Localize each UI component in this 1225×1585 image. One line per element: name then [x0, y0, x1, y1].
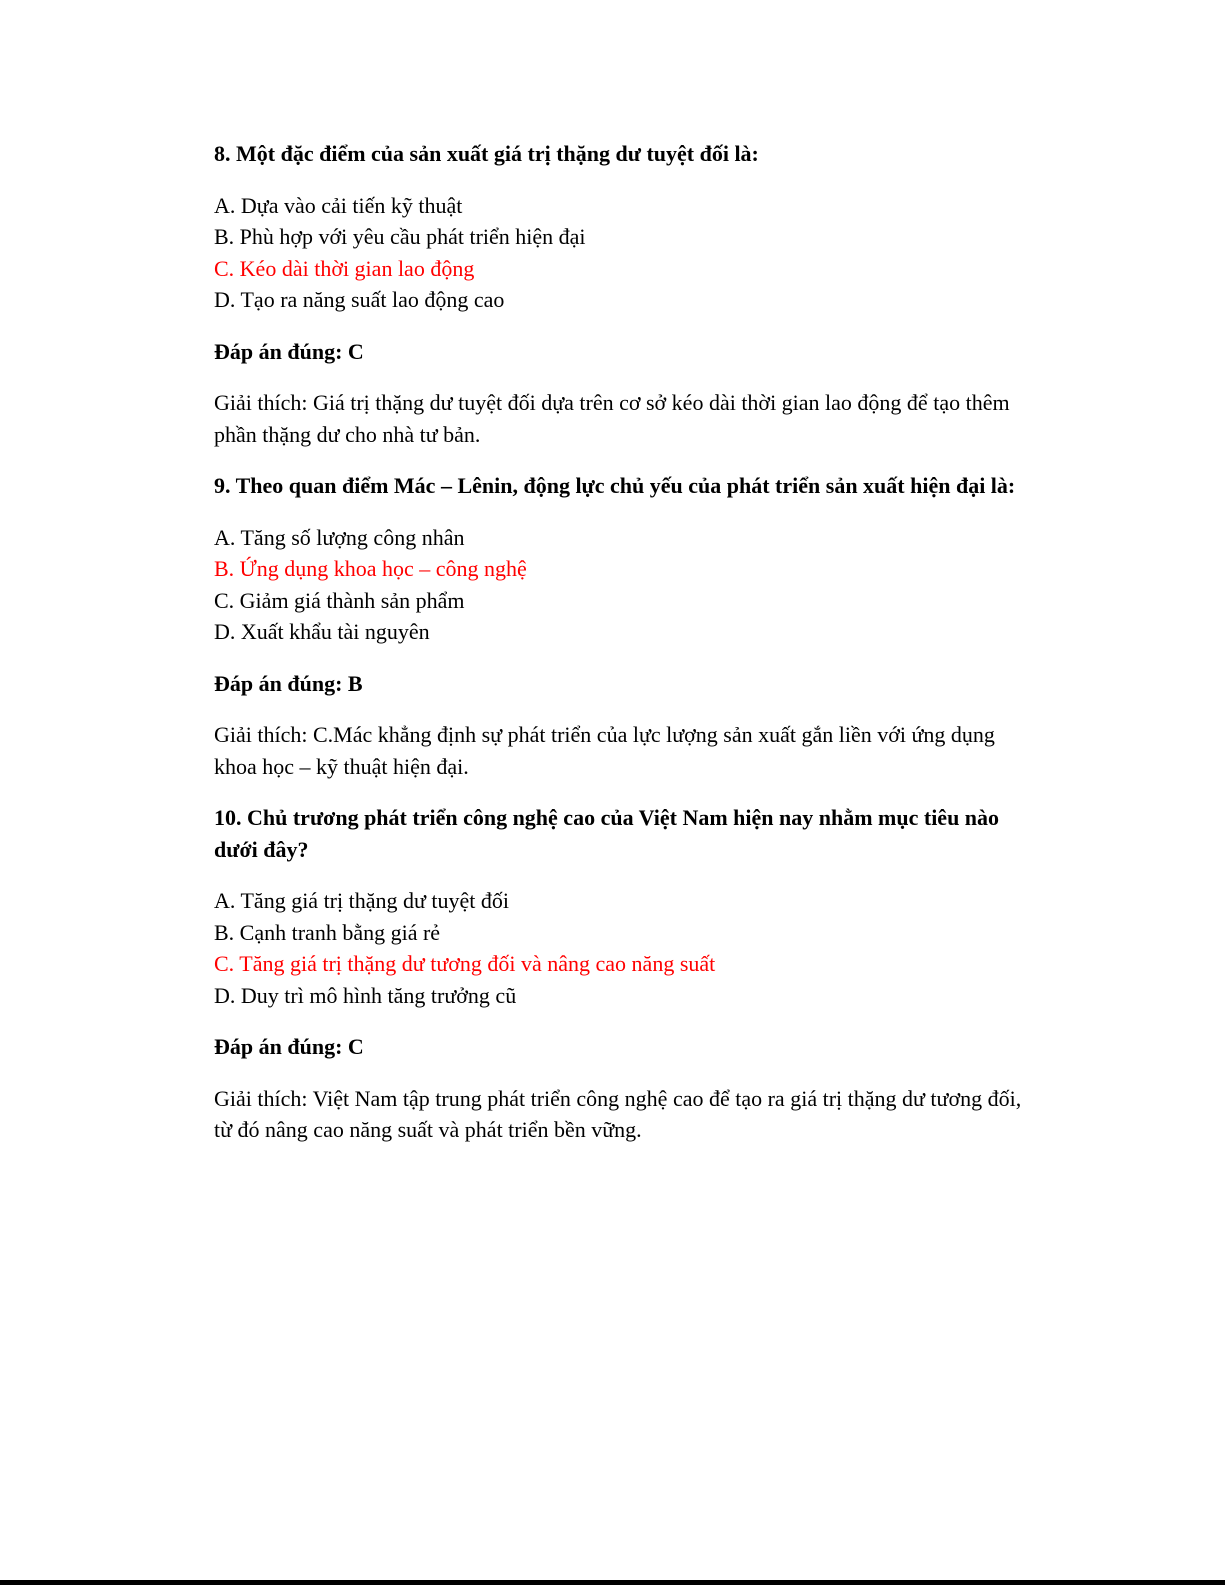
option-b: B. Cạnh tranh bằng giá rẻ — [214, 919, 441, 945]
option-b-correct: B. Ứng dụng khoa học – công nghệ — [214, 556, 527, 581]
option-a: A. Tăng số lượng công nhân — [214, 524, 465, 550]
option-list — [214, 885, 1034, 1011]
option-list — [214, 190, 1034, 316]
explanation: Giải thích: Giá trị thặng dư tuyệt đối dựa trên cơ sở kéo dài thời gian lao động để tạo thêm phần thặng dư cho nhà tư bản. — [214, 390, 1010, 447]
page-bottom-border — [0, 1580, 1225, 1585]
question-10 — [214, 802, 1034, 1146]
question-title: 8. Một đặc điểm của sản xuất giá trị thặng dư tuyệt đối là: — [214, 141, 759, 166]
correct-answer: Đáp án đúng: C — [214, 338, 364, 364]
option-a: A. Dựa vào cải tiến kỹ thuật — [214, 192, 463, 218]
correct-answer: Đáp án đúng: C — [214, 1034, 364, 1059]
option-d: D. Tạo ra năng suất lao động cao — [214, 287, 505, 312]
option-list — [214, 522, 1034, 648]
document-page — [214, 138, 1034, 1166]
option-b: B. Phù hợp với yêu cầu phát triển hiện đại — [214, 224, 586, 249]
question-title: 10. Chủ trương phát triển công nghệ cao của Việt Nam hiện nay nhằm mục tiêu nào dưới đây? — [214, 805, 1000, 862]
question-8 — [214, 138, 1034, 450]
option-c-correct: C. Tăng giá trị thặng dư tương đối và nâng cao năng suất — [214, 951, 716, 976]
option-d: D. Duy trì mô hình tăng trưởng cũ — [214, 982, 517, 1008]
explanation: Giải thích: C.Mác khẳng định sự phát triển của lực lượng sản xuất gắn liền với ứng dụng khoa học – kỹ thuật hiện đại. — [214, 722, 995, 779]
option-a: A. Tăng giá trị thặng dư tuyệt đối — [214, 888, 510, 913]
option-c: C. Giảm giá thành sản phẩm — [214, 587, 465, 613]
question-title: 9. Theo quan điểm Mác – Lênin, động lực chủ yếu của phát triển sản xuất hiện đại là: — [214, 473, 1016, 498]
explanation: Giải thích: Việt Nam tập trung phát triển công nghệ cao để tạo ra giá trị thặng dư tương đối, từ đó nâng cao năng suất và phát triển bền vững. — [214, 1085, 1022, 1142]
option-d: D. Xuất khẩu tài nguyên — [214, 619, 430, 644]
option-c-correct: C. Kéo dài thời gian lao động — [214, 255, 475, 281]
correct-answer: Đáp án đúng: B — [214, 670, 363, 696]
question-9 — [214, 470, 1034, 782]
